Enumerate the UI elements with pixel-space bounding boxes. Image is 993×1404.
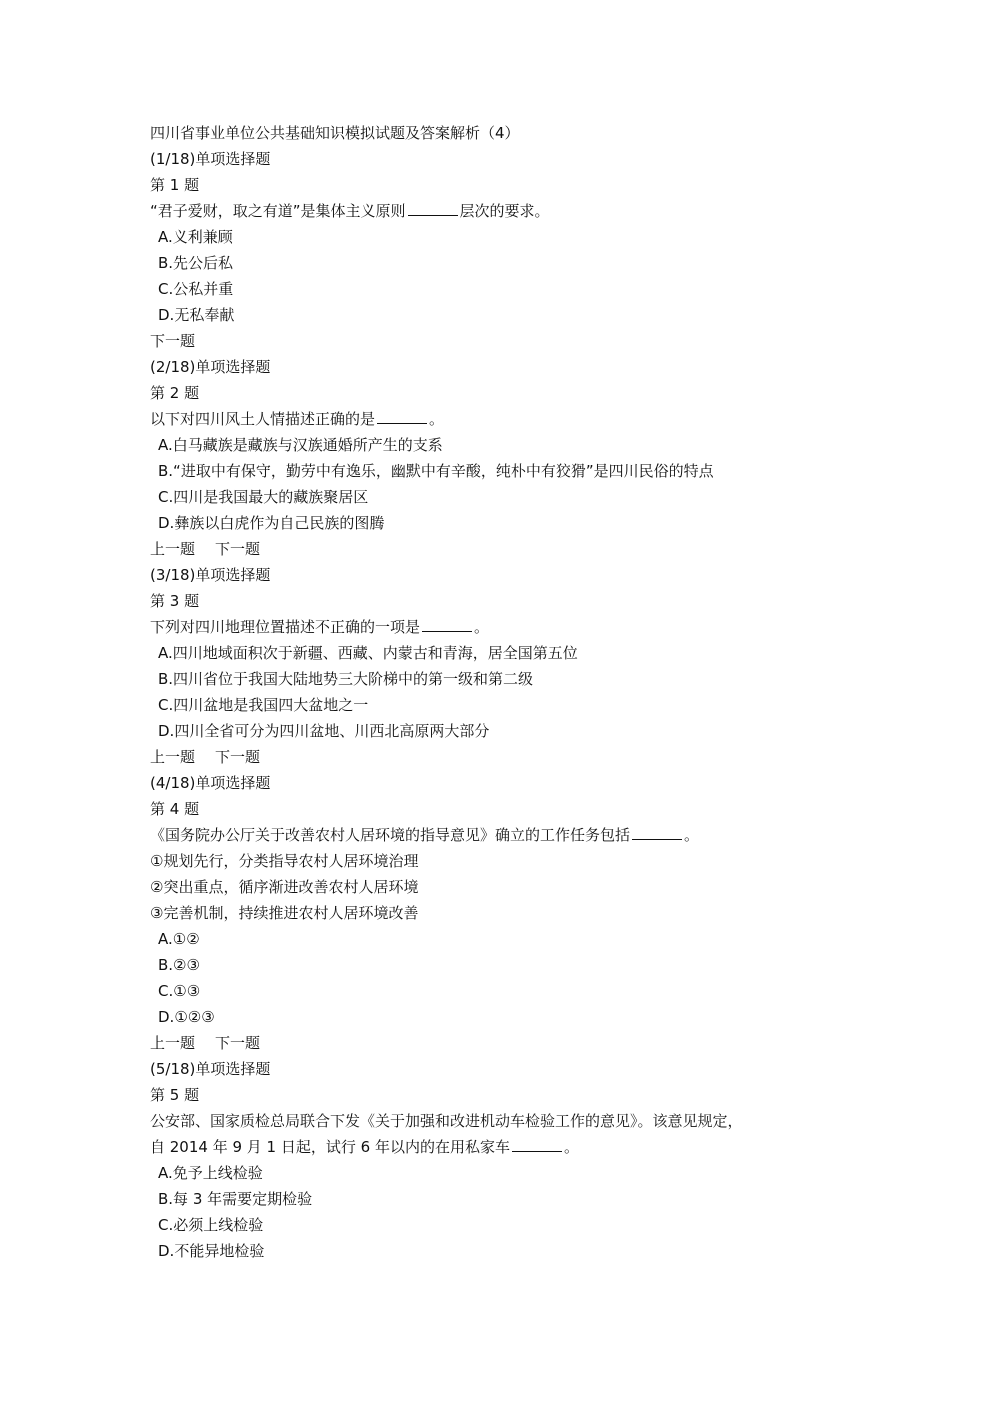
question-stem: [150, 198, 850, 224]
stem-text: 。: [563, 1138, 579, 1156]
prev-question-link[interactable]: 上一题: [150, 1034, 196, 1052]
option-d[interactable]: D.彝族以白虎作为自己民族的图腾: [158, 514, 385, 532]
option-b[interactable]: B.“进取中有保守，勤劳中有逸乐，幽默中有辛酸，纯朴中有狡猾”是四川民俗的特点: [158, 462, 714, 480]
option-a[interactable]: A.义利兼顾: [158, 228, 233, 246]
question-5: [150, 1056, 850, 1264]
question-3: [150, 562, 850, 770]
question-number: 第 2 题: [150, 384, 200, 402]
statement-item-1: ①规划先行，分类指导农村人居环境治理: [150, 852, 419, 870]
prev-question-link[interactable]: 上一题: [150, 540, 196, 558]
option-d[interactable]: D.①②③: [158, 1008, 215, 1026]
statement-item-2: ②突出重点，循序渐进改善农村人居环境: [150, 878, 419, 896]
question-nav: [150, 744, 850, 770]
question-header: (1/18)单项选择题: [150, 150, 271, 168]
statement-item-3: ③完善机制，持续推进农村人居环境改善: [150, 904, 419, 922]
option-a[interactable]: A.免予上线检验: [158, 1164, 263, 1182]
question-number: 第 1 题: [150, 176, 200, 194]
option-a[interactable]: A.白马藏族是藏族与汉族通婚所产生的支系: [158, 436, 443, 454]
next-question-link[interactable]: 下一题: [215, 748, 261, 766]
next-question-link[interactable]: 下一题: [215, 1034, 261, 1052]
question-2: [150, 354, 850, 562]
option-c[interactable]: C.四川是我国最大的藏族聚居区: [158, 488, 369, 506]
question-nav: [150, 1030, 850, 1056]
stem-text: 自 2014 年 9 月 1 日起，试行 6 年以内的在用私家车: [150, 1138, 510, 1156]
stem-text: 以下对四川风土人情描述正确的是: [150, 410, 376, 428]
stem-text: 下列对四川地理位置描述不正确的一项是: [150, 618, 421, 636]
document-title: 四川省事业单位公共基础知识模拟试题及答案解析（4）: [150, 124, 520, 142]
stem-text: “君子爱财，取之有道”是集体主义原则: [150, 202, 406, 220]
question-header: (5/18)单项选择题: [150, 1060, 271, 1078]
stem-text: 。: [429, 410, 445, 428]
question-stem-line-1: 公安部、国家质检总局联合下发《关于加强和改进机动车检验工作的意见》。该意见规定，: [150, 1112, 743, 1130]
stem-text: 。: [684, 826, 700, 844]
option-d[interactable]: D.四川全省可分为四川盆地、川西北高原两大部分: [158, 722, 490, 740]
next-question-link[interactable]: 下一题: [215, 540, 261, 558]
option-b[interactable]: B.每 3 年需要定期检验: [158, 1190, 313, 1208]
question-1: [150, 146, 850, 354]
question-number: 第 5 题: [150, 1086, 200, 1104]
question-stem: [150, 406, 850, 432]
option-a[interactable]: A.①②: [158, 930, 200, 948]
stem-text: 层次的要求。: [459, 202, 550, 220]
answer-blank: [512, 1135, 562, 1152]
option-c[interactable]: C.四川盆地是我国四大盆地之一: [158, 696, 369, 714]
option-b[interactable]: B.②③: [158, 956, 200, 974]
answer-blank: [632, 823, 682, 840]
question-nav: [150, 536, 850, 562]
answer-blank: [408, 199, 458, 216]
question-number: 第 4 题: [150, 800, 200, 818]
answer-blank: [377, 407, 427, 424]
question-header: (3/18)单项选择题: [150, 566, 271, 584]
prev-question-link[interactable]: 上一题: [150, 748, 196, 766]
question-stem: [150, 822, 850, 848]
stem-text: 《国务院办公厅关于改善农村人居环境的指导意见》确立的工作任务包括: [150, 826, 631, 844]
question-header: (2/18)单项选择题: [150, 358, 271, 376]
option-d[interactable]: D.不能异地检验: [158, 1242, 265, 1260]
option-d[interactable]: D.无私奉献: [158, 306, 235, 324]
option-a[interactable]: A.四川地域面积次于新疆、西藏、内蒙古和青海，居全国第五位: [158, 644, 578, 662]
option-b[interactable]: B.先公后私: [158, 254, 234, 272]
document-page: [150, 120, 850, 1264]
question-4: [150, 770, 850, 1056]
question-stem: [150, 614, 850, 640]
answer-blank: [422, 615, 472, 632]
option-c[interactable]: C.必须上线检验: [158, 1216, 264, 1234]
option-c[interactable]: C.公私并重: [158, 280, 234, 298]
stem-text: 。: [474, 618, 490, 636]
question-header: (4/18)单项选择题: [150, 774, 271, 792]
question-stem-line-2: [150, 1134, 850, 1160]
option-c[interactable]: C.①③: [158, 982, 201, 1000]
question-number: 第 3 题: [150, 592, 200, 610]
next-question-link[interactable]: 下一题: [150, 332, 196, 350]
option-b[interactable]: B.四川省位于我国大陆地势三大阶梯中的第一级和第二级: [158, 670, 534, 688]
question-nav: [150, 328, 850, 354]
